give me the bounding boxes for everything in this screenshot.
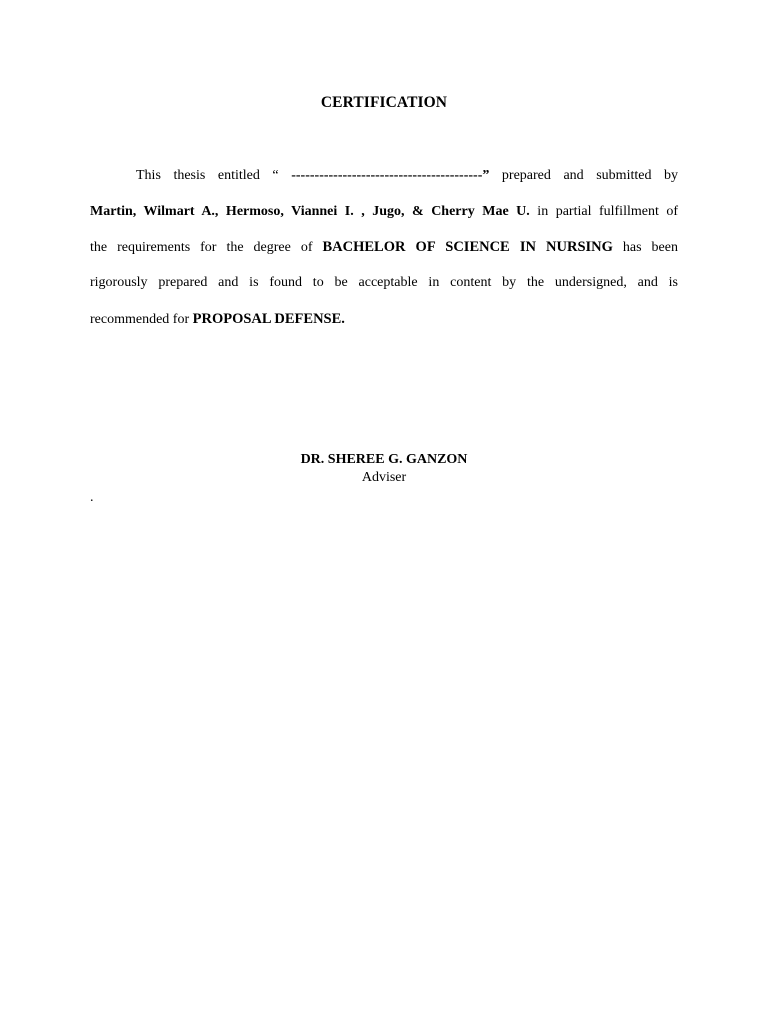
submitted-by-text: prepared and submitted by	[489, 168, 679, 183]
paragraph-line-4	[90, 274, 678, 292]
signatory-role: Adviser	[361, 470, 407, 485]
requirements-text: the requirements for the degree of	[90, 240, 323, 255]
defense-type: PROPOSAL DEFENSE.	[192, 311, 345, 327]
paragraph-line-1	[90, 167, 678, 185]
stray-period-mark: .	[90, 490, 94, 505]
paragraph-line-3	[90, 238, 678, 257]
paragraph-line-5	[90, 310, 678, 329]
author-names: Martin, Wilmart A., Hermoso, Viannei I. , Jugo, & Cherry Mae U.	[90, 204, 530, 219]
degree-name: BACHELOR OF SCIENCE IN NURSING	[322, 239, 613, 255]
signatory-name: DR. SHEREE G. GANZON	[300, 452, 468, 467]
page-title: CERTIFICATION	[320, 94, 448, 111]
fulfillment-text: in partial fulfillment of	[529, 204, 679, 219]
thesis-intro-text: This thesis entitled “	[136, 168, 292, 183]
has-been-text: has been	[612, 240, 678, 255]
acceptance-text: rigorously prepared and is found to be acceptable in content by the undersigned, and is	[90, 275, 678, 290]
thesis-title-placeholder: -----------------------------------------”	[291, 168, 490, 183]
recommended-for-text: recommended for	[90, 312, 193, 327]
paragraph-line-2	[90, 203, 678, 221]
